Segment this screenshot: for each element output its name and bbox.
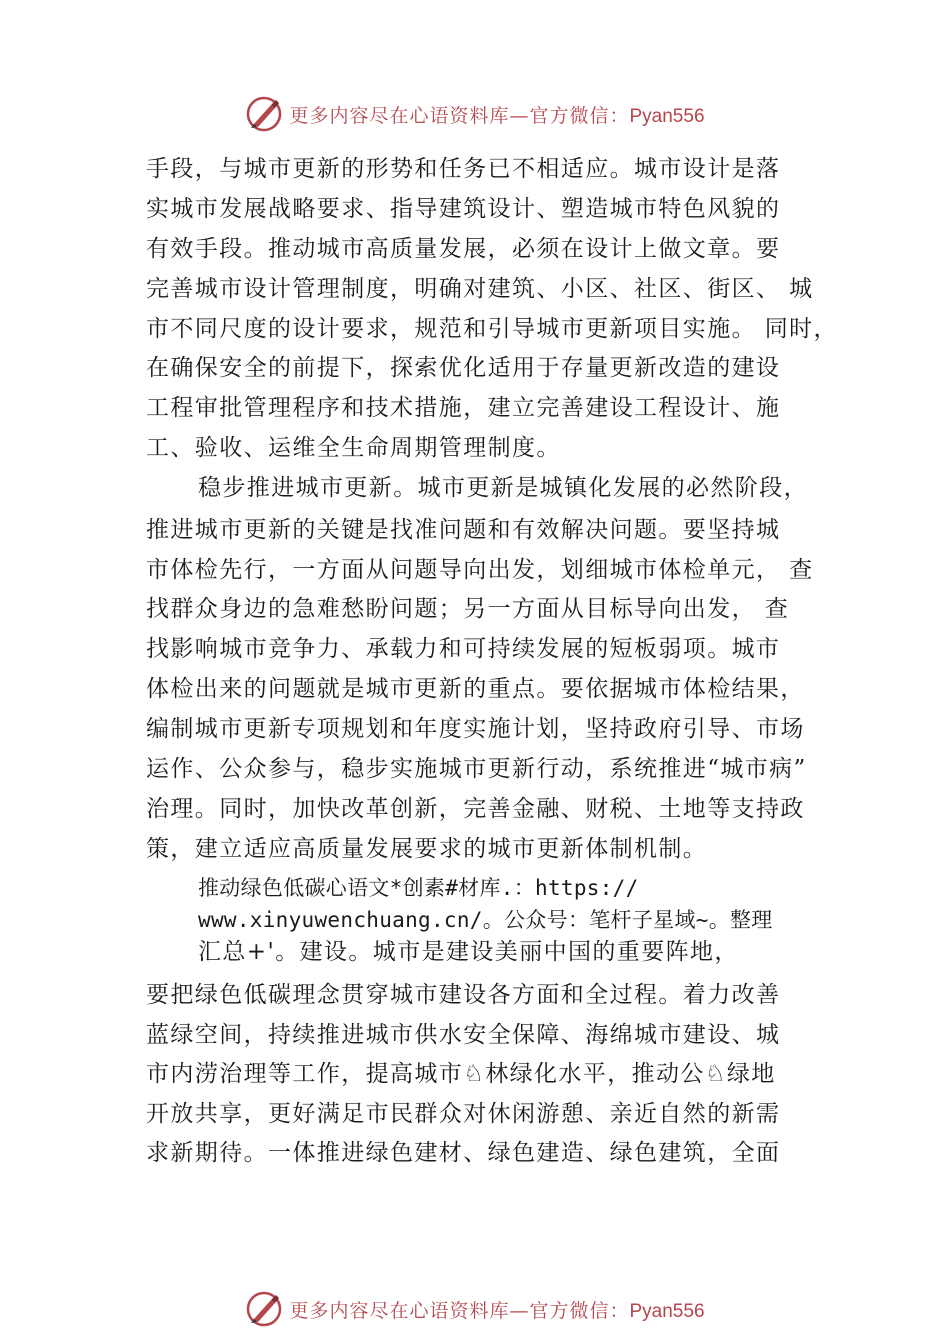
text-line: www.xinyuwenchuang.cn/。公众号：笔杆子星域~。整理 — [198, 908, 773, 932]
text-line: 开放共享，更好满足市民群众对休闲游憩、亲近自然的新需 — [146, 1101, 781, 1127]
text-line: 体检出来的问题就是城市更新的重点。要依据城市体检结果， — [146, 676, 805, 702]
text-line: 市体检先行，一方面从问题导向出发，划细城市体检单元， 查 — [146, 557, 814, 583]
text-line: 汇总+'。建设。城市是建设美丽中国的重要阵地， — [198, 939, 739, 965]
text-line: 要把绿色低碳理念贯穿城市建设各方面和全过程。着力改善 — [146, 982, 781, 1008]
watermark-text-top: 更多内容尽在心语资料库—官方微信：Pyan556 — [289, 104, 705, 127]
text-line: 推进城市更新的关键是找准问题和有效解决问题。要坚持城 — [146, 517, 781, 543]
text-line: 找影响城市竞争力、承载力和可持续发展的短板弱项。城市 — [146, 636, 781, 662]
watermark-banner-top — [0, 92, 950, 136]
text-line: 市不同尺度的设计要求，规范和引导城市更新项目实施。 同时， — [146, 316, 838, 342]
text-line: 工、验收、运维全生命周期管理制度。 — [146, 435, 561, 461]
watermark-banner-bottom — [0, 1287, 950, 1331]
text-line: 找群众身边的急难愁盼问题；另一方面从目标导向出发， 查 — [146, 596, 790, 622]
pen-logo-icon — [245, 1290, 283, 1328]
text-line: 编制城市更新专项规划和年度实施计划，坚持政府引导、市场 — [146, 716, 805, 742]
text-line: 实城市发展战略要求、指导建筑设计、塑造城市特色风貌的 — [146, 196, 781, 222]
text-line: 运作、公众参与，稳步实施城市更新行动，系统推进“城市病” — [146, 756, 807, 782]
text-line: 完善城市设计管理制度，明确对建筑、小区、社区、街区、 城 — [146, 276, 814, 302]
text-line: 有效手段。推动城市高质量发展，必须在设计上做文章。要 — [146, 236, 781, 262]
text-line: 推动绿色低碳心语文*创素#材库.：https:// — [198, 876, 639, 900]
text-line: 手段，与城市更新的形势和任务已不相适应。城市设计是落 — [146, 156, 781, 182]
watermark-text-bottom: 更多内容尽在心语资料库—官方微信：Pyan556 — [289, 1299, 705, 1322]
text-line: 治理。同时，加快改革创新，完善金融、财税、土地等支持政 — [146, 796, 805, 822]
text-line: 求新期待。一体推进绿色建材、绿色建造、绿色建筑，全面 — [146, 1140, 781, 1166]
text-line: 在确保安全的前提下，探索优化适用于存量更新改造的建设 — [146, 355, 781, 381]
text-line: 稳步推进城市更新。城市更新是城镇化发展的必然阶段， — [198, 475, 808, 501]
text-line: 蓝绿空间，持续推进城市供水安全保障、海绵城市建设、城 — [146, 1022, 781, 1048]
text-line: 市内涝治理等工作，提高城市♘林绿化水平，推动公♘绿地 — [146, 1061, 776, 1087]
pen-logo-icon — [245, 95, 283, 133]
text-line: 工程审批管理程序和技术措施，建立完善建设工程设计、施 — [146, 395, 781, 421]
text-line: 策，建立适应高质量发展要求的城市更新体制机制。 — [146, 836, 708, 862]
